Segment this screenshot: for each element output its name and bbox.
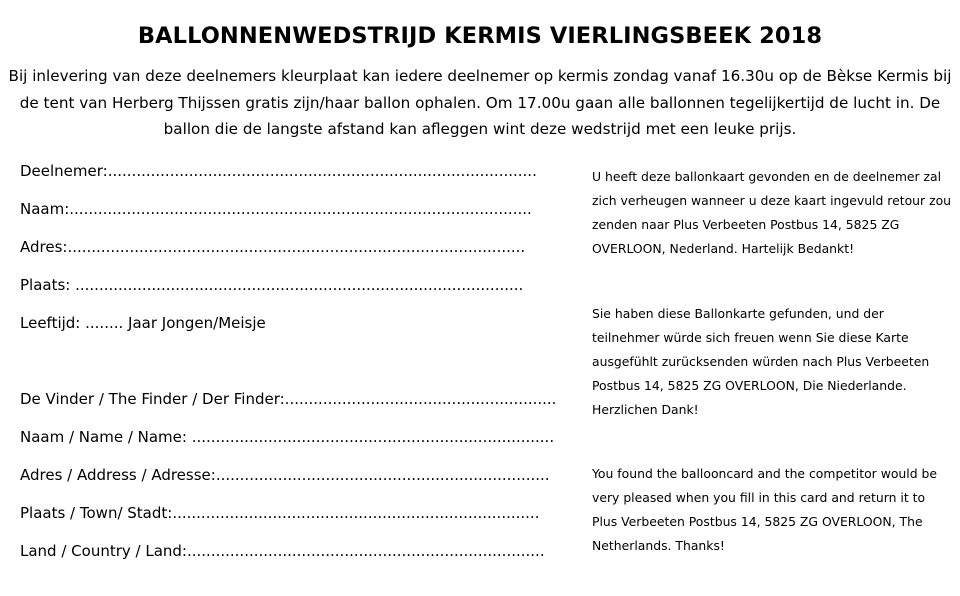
note-english: You found the ballooncard and the competitor would be very pleased when you fill in this card and return it to Plus Verbeeten Postbus 14, 5825 ZG OVERLOON, The Netherlands. Thanks! [592,466,938,553]
note-german: Sie haben diese Ballonkarte gefunden, und der teilnehmer würde sich freuen wenn Sie diese Karte ausgefühlt zurücksenden würden nach Plus Verbeeten Postbus 14, 5825 ZG OVERLOON, Die Niederlande. Herzlichen Dank! [592,306,930,417]
card-title: BALLONNENWEDSTRIJD KERMIS VIERLINGSBEEK 2018 [137,23,823,49]
note-dutch: U heeft deze ballonkaart gevonden en de deelnemer zal zich verheugen wanneer u deze kaart ingevuld retour zou zenden naar Plus Verbeeten Postbus 14, 5825 ZG OVERLOON, Nederland. Hartelijk Bedankt! [592,169,952,256]
field-deelnemer[interactable]: Deelnemer:.......................................................................................... [20,162,537,180]
field-naam[interactable]: Naam:................................................................................................. [20,200,532,218]
intro-paragraph: Bij inlevering van deze deelnemers kleurplaat kan iedere deelnemer op kermis zondag vanaf 16.30u op de Bèkse Kermis bij de tent van Herberg Thijssen gratis zijn/haar ballon ophalen. Om 17.00u gaan alle ballonnen tegelijkertijd de lucht in. De ballon die de langste afstand kan afleggen wint deze wedstrijd met een leuke prijs. [8,67,952,138]
field-finder[interactable]: De Vinder / The Finder / Der Finder:......................................................... [20,390,557,408]
field-finder-town[interactable]: Plaats / Town/ Stadt:............................................................................. [20,504,540,522]
field-finder-country[interactable]: Land / Country / Land:........................................................................... [20,542,545,560]
field-leeftijd[interactable]: Leeftijd: ........ Jaar Jongen/Meisje [20,314,266,332]
field-finder-address[interactable]: Adres / Address / Adresse:...................................................................... [20,466,550,484]
field-plaats[interactable]: Plaats: .............................................................................................. [20,276,524,294]
field-adres[interactable]: Adres:................................................................................................ [20,238,526,256]
field-finder-name[interactable]: Naam / Name / Name: ............................................................................ [20,428,555,446]
